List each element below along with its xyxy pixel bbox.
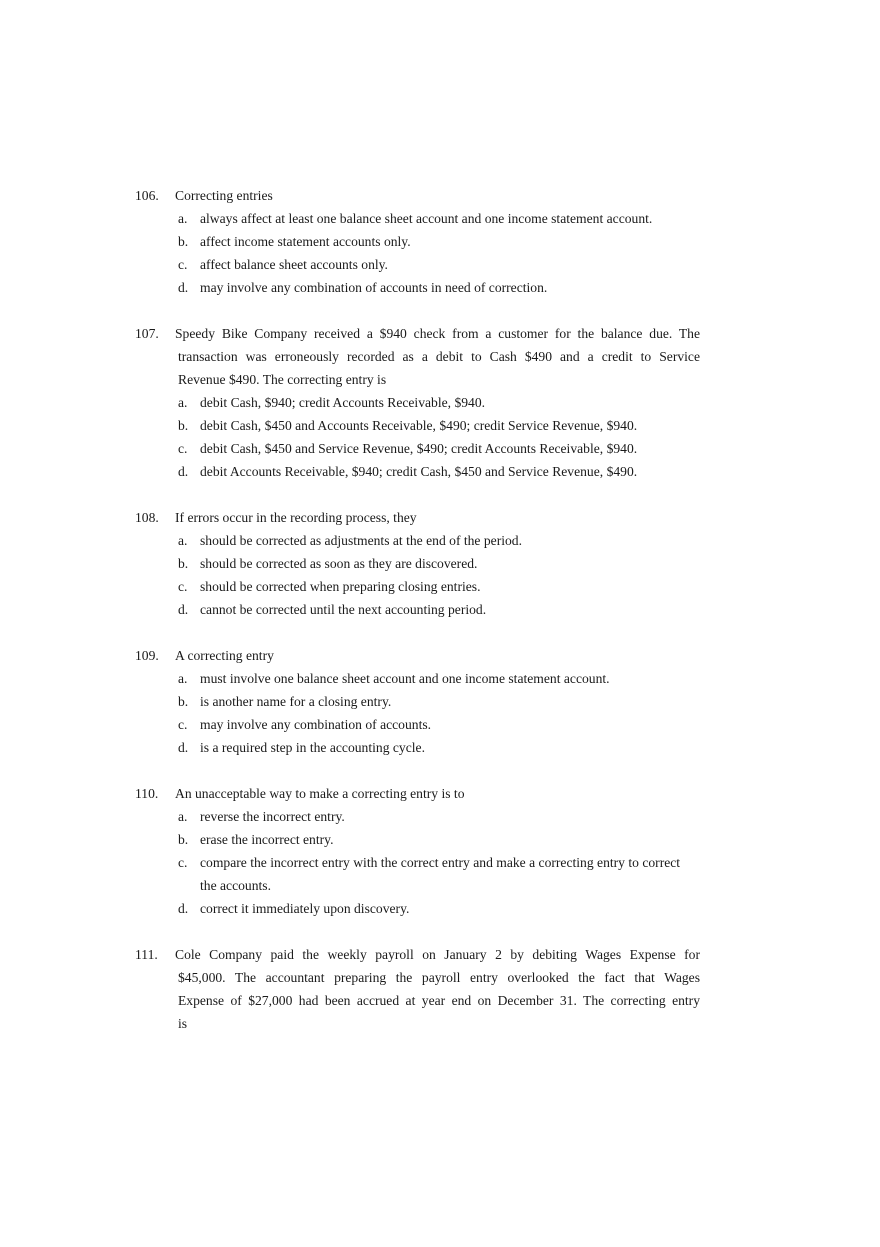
option-text-line: compare the incorrect entry with the correct entry and make a correcting entry to correct [200,855,681,870]
option-c [178,851,700,897]
option-letter: b. [178,234,189,249]
option-d [178,736,700,759]
option-text: may involve any combination of accounts in need of correction. [200,280,548,295]
option-d [178,460,700,483]
question-stem-line: transaction was erroneously recorded as a debit to Cash $490 and a credit to Service [178,349,700,364]
option-letter: a. [178,809,188,824]
option-letter: a. [178,211,188,226]
option-text: is a required step in the accounting cycle. [200,740,425,755]
option-text: should be corrected as soon as they are discovered. [200,556,478,571]
option-letter: d. [178,901,189,916]
option-letter: d. [178,602,189,617]
question-stem: An unacceptable way to make a correcting entry is to [175,786,465,801]
option-b [178,230,700,253]
option-list [178,805,700,920]
option-a [178,667,700,690]
question-stem: If errors occur in the recording process, they [175,510,417,525]
option-d [178,598,700,621]
option-text: should be corrected as adjustments at the end of the period. [200,533,522,548]
question-stem-line: Revenue $490. The correcting entry is [178,372,387,387]
option-text: should be corrected when preparing closing entries. [200,579,481,594]
question-stem: A correcting entry [175,648,274,663]
question-109 [135,644,700,759]
option-letter: b. [178,832,189,847]
option-text [200,851,700,897]
question-107 [135,322,700,483]
question-stem-line: Cole Company paid the weekly payroll on January 2 by debiting Wages Expense for [175,947,700,962]
option-letter: b. [178,556,189,571]
option-list [178,207,700,299]
question-number: 108. [135,510,159,525]
option-letter: a. [178,395,188,410]
question-stem-line: Speedy Bike Company received a $940 check from a customer for the balance due. The [175,326,700,341]
question-106 [135,184,700,299]
option-letter: c. [178,717,188,732]
option-c [178,253,700,276]
question-number: 111. [135,947,158,962]
option-a [178,391,700,414]
question-number: 110. [135,786,159,801]
option-text: debit Cash, $450 and Accounts Receivable, $490; credit Service Revenue, $940. [200,418,638,433]
option-text: must involve one balance sheet account and one income statement account. [200,671,610,686]
option-letter: c. [178,855,188,870]
option-c [178,713,700,736]
question-number: 106. [135,188,159,203]
option-letter: d. [178,280,189,295]
option-text: always affect at least one balance sheet account and one income statement account. [200,211,653,226]
option-text: reverse the incorrect entry. [200,809,345,824]
option-letter: b. [178,418,189,433]
option-text: correct it immediately upon discovery. [200,901,410,916]
option-a [178,529,700,552]
option-letter: c. [178,257,188,272]
option-text: affect balance sheet accounts only. [200,257,388,272]
option-letter: c. [178,579,188,594]
question-number: 107. [135,326,159,341]
question-111 [135,943,700,1035]
question-stem-line: Expense of $27,000 had been accrued at year end on December 31. The correcting entry [178,993,700,1008]
option-text: erase the incorrect entry. [200,832,334,847]
option-a [178,805,700,828]
option-letter: d. [178,464,189,479]
question-108 [135,506,700,621]
option-text: may involve any combination of accounts. [200,717,432,732]
option-text: debit Cash, $450 and Service Revenue, $490; credit Accounts Receivable, $940. [200,441,638,456]
option-text: debit Accounts Receivable, $940; credit Cash, $450 and Service Revenue, $490. [200,464,638,479]
option-letter: c. [178,441,188,456]
option-letter: a. [178,533,188,548]
option-letter: d. [178,740,189,755]
option-text-line: the accounts. [200,878,271,893]
option-text: is another name for a closing entry. [200,694,392,709]
option-a [178,207,700,230]
option-text: affect income statement accounts only. [200,234,411,249]
option-c [178,575,700,598]
option-d [178,276,700,299]
question-stem: Correcting entries [175,188,273,203]
option-b [178,828,700,851]
option-list [178,391,700,483]
option-b [178,552,700,575]
option-b [178,690,700,713]
option-list [178,529,700,621]
option-text: debit Cash, $940; credit Accounts Receivable, $940. [200,395,486,410]
question-number: 109. [135,648,159,663]
question-stem-line: is [178,1016,188,1031]
question-stem-line: $45,000. The accountant preparing the payroll entry overlooked the fact that Wages [178,970,700,985]
option-letter: b. [178,694,189,709]
question-110 [135,782,700,920]
option-list [178,667,700,759]
option-d [178,897,700,920]
option-letter: a. [178,671,188,686]
option-text: cannot be corrected until the next accounting period. [200,602,487,617]
option-b [178,414,700,437]
option-c [178,437,700,460]
